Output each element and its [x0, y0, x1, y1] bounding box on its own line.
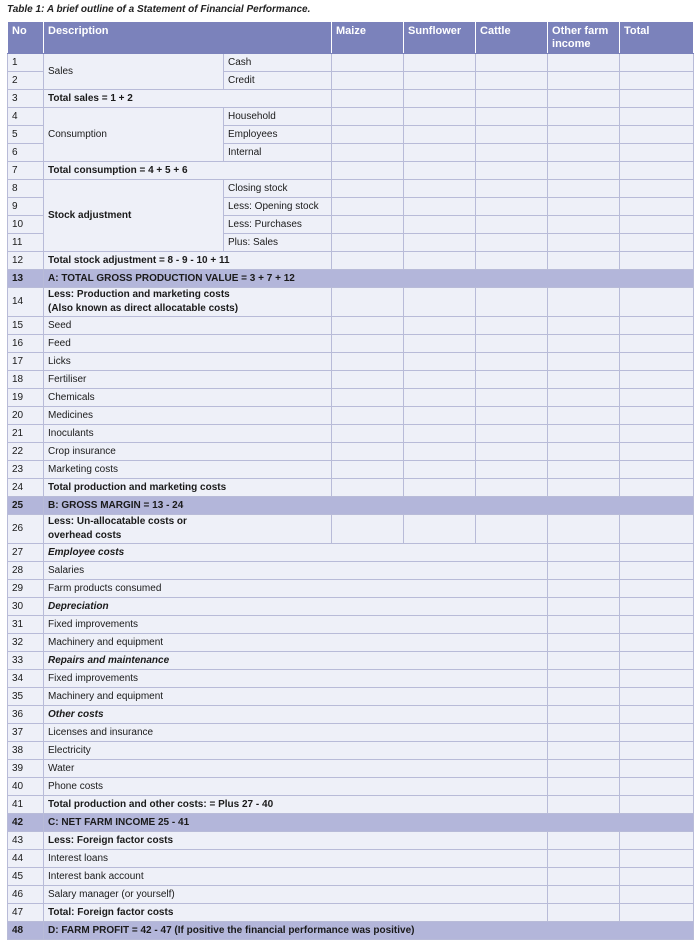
- row-label: Salaries: [44, 562, 548, 580]
- row-number: 2: [8, 72, 44, 90]
- table-row: [8, 461, 694, 479]
- row-number: 37: [8, 724, 44, 742]
- row-label: Interest bank account: [44, 868, 548, 886]
- row-label: Total production and other costs: = Plus 27 - 40: [44, 796, 548, 814]
- row-label: Inoculants: [44, 425, 332, 443]
- row-number: 31: [8, 616, 44, 634]
- row-number: 46: [8, 886, 44, 904]
- table-row: [8, 760, 694, 778]
- header-cattle: Cattle: [476, 22, 548, 54]
- row-label: Marketing costs: [44, 461, 332, 479]
- table-row: [8, 886, 694, 904]
- row-label: Less: Foreign factor costs: [44, 832, 548, 850]
- header-row: [8, 22, 694, 54]
- row-label: Licenses and insurance: [44, 724, 548, 742]
- header-maize: Maize: [332, 22, 404, 54]
- row-number: 13: [8, 270, 44, 288]
- row-number: 32: [8, 634, 44, 652]
- row-label: Phone costs: [44, 778, 548, 796]
- table-row: [8, 598, 694, 616]
- row-number: 21: [8, 425, 44, 443]
- table-row: [8, 443, 694, 461]
- row-label-line: Less: Production and marketing costs: [48, 289, 230, 300]
- row-label-line: Less: Un-allocatable costs or: [48, 516, 187, 527]
- row-label: C: NET FARM INCOME 25 - 41: [44, 814, 694, 832]
- sub-label: Less: Opening stock: [224, 198, 332, 216]
- group-label-consumption: Consumption: [44, 108, 224, 162]
- header-total: Total: [620, 22, 694, 54]
- row-label: Fertiliser: [44, 371, 332, 389]
- table-row: [8, 706, 694, 724]
- table-row: [8, 515, 694, 544]
- row-number: 12: [8, 252, 44, 270]
- table-row: [8, 180, 694, 198]
- table-row: [8, 850, 694, 868]
- row-number: 14: [8, 288, 44, 317]
- table-row: [8, 108, 694, 126]
- row-label: Feed: [44, 335, 332, 353]
- row-label: Fixed improvements: [44, 670, 548, 688]
- highlight-row: [8, 922, 694, 940]
- row-label: Salary manager (or yourself): [44, 886, 548, 904]
- table-row: [8, 742, 694, 760]
- row-label: B: GROSS MARGIN = 13 - 24: [44, 497, 694, 515]
- row-label: Total: Foreign factor costs: [44, 904, 548, 922]
- row-label: Medicines: [44, 407, 332, 425]
- sub-label: Closing stock: [224, 180, 332, 198]
- row-label: Machinery and equipment: [44, 688, 548, 706]
- table-row: [8, 544, 694, 562]
- table-row: [8, 479, 694, 497]
- row-number: 16: [8, 335, 44, 353]
- table-row: [8, 832, 694, 850]
- sub-label: Employees: [224, 126, 332, 144]
- sub-label: Credit: [224, 72, 332, 90]
- row-label: Employee costs: [44, 544, 548, 562]
- row-label-line: overhead costs: [48, 530, 122, 541]
- row-number: 45: [8, 868, 44, 886]
- row-number: 6: [8, 144, 44, 162]
- table-row: [8, 868, 694, 886]
- table-row: [8, 688, 694, 706]
- row-label: Machinery and equipment: [44, 634, 548, 652]
- row-number: 35: [8, 688, 44, 706]
- row-label: Farm products consumed: [44, 580, 548, 598]
- table-row: [8, 904, 694, 922]
- row-number: 39: [8, 760, 44, 778]
- row-number: 3: [8, 90, 44, 108]
- sub-label: Cash: [224, 54, 332, 72]
- row-label: Licks: [44, 353, 332, 371]
- table-row: [8, 724, 694, 742]
- row-number: 5: [8, 126, 44, 144]
- row-number: 44: [8, 850, 44, 868]
- sub-label: Household: [224, 108, 332, 126]
- row-label: Total stock adjustment = 8 - 9 - 10 + 11: [44, 252, 332, 270]
- row-label-line: (Also known as direct allocatable costs): [48, 303, 239, 314]
- row-number: 8: [8, 180, 44, 198]
- row-label: Total production and marketing costs: [44, 479, 332, 497]
- row-label: Crop insurance: [44, 443, 332, 461]
- row-label: Total consumption = 4 + 5 + 6: [44, 162, 332, 180]
- table-row: [8, 317, 694, 335]
- row-number: 28: [8, 562, 44, 580]
- table-row: [8, 252, 694, 270]
- row-number: 4: [8, 108, 44, 126]
- table-row: [8, 796, 694, 814]
- header-description: Description: [44, 22, 332, 54]
- row-label: Repairs and maintenance: [44, 652, 548, 670]
- row-number: 43: [8, 832, 44, 850]
- row-label: Electricity: [44, 742, 548, 760]
- row-label: Other costs: [44, 706, 548, 724]
- row-label: [44, 288, 332, 317]
- row-number: 30: [8, 598, 44, 616]
- row-number: 15: [8, 317, 44, 335]
- row-number: 18: [8, 371, 44, 389]
- sub-label: Less: Purchases: [224, 216, 332, 234]
- row-number: 27: [8, 544, 44, 562]
- row-number: 9: [8, 198, 44, 216]
- highlight-row: [8, 497, 694, 515]
- table-row: [8, 353, 694, 371]
- row-number: 25: [8, 497, 44, 515]
- row-number: 20: [8, 407, 44, 425]
- row-number: 10: [8, 216, 44, 234]
- row-number: 42: [8, 814, 44, 832]
- row-label: D: FARM PROFIT = 42 - 47 (If positive the financial performance was positive): [44, 922, 694, 940]
- row-label: Fixed improvements: [44, 616, 548, 634]
- table-row: [8, 425, 694, 443]
- table-row: [8, 288, 694, 317]
- row-label: Chemicals: [44, 389, 332, 407]
- row-number: 24: [8, 479, 44, 497]
- header-sunflower: Sunflower: [404, 22, 476, 54]
- row-label: Interest loans: [44, 850, 548, 868]
- highlight-row: [8, 814, 694, 832]
- table-row: [8, 634, 694, 652]
- row-number: 1: [8, 54, 44, 72]
- row-label: A: TOTAL GROSS PRODUCTION VALUE = 3 + 7 + 12: [44, 270, 694, 288]
- highlight-row: [8, 270, 694, 288]
- table-row: [8, 389, 694, 407]
- row-number: 23: [8, 461, 44, 479]
- row-number: 29: [8, 580, 44, 598]
- row-number: 17: [8, 353, 44, 371]
- table-row: [8, 371, 694, 389]
- row-number: 48: [8, 922, 44, 940]
- row-label: Total sales = 1 + 2: [44, 90, 332, 108]
- group-label-sales: Sales: [44, 54, 224, 90]
- table-row: [8, 335, 694, 353]
- table-row: [8, 54, 694, 72]
- row-label: Seed: [44, 317, 332, 335]
- row-number: 26: [8, 515, 44, 544]
- table-row: [8, 778, 694, 796]
- header-other-farm-income: Other farm income: [548, 22, 620, 54]
- group-label-stock-adjustment: Stock adjustment: [44, 180, 224, 252]
- table-row: [8, 562, 694, 580]
- table-row: [8, 407, 694, 425]
- table-row: [8, 652, 694, 670]
- row-number: 11: [8, 234, 44, 252]
- table-row: [8, 670, 694, 688]
- table-row: [8, 616, 694, 634]
- row-number: 36: [8, 706, 44, 724]
- row-number: 47: [8, 904, 44, 922]
- row-label: [44, 515, 332, 544]
- row-number: 22: [8, 443, 44, 461]
- row-number: 41: [8, 796, 44, 814]
- table-row: [8, 580, 694, 598]
- row-label: Depreciation: [44, 598, 548, 616]
- financial-performance-table: [7, 21, 694, 940]
- row-number: 19: [8, 389, 44, 407]
- table-caption: Table 1: A brief outline of a Statement of Financial Performance.: [7, 4, 311, 15]
- header-no: No: [8, 22, 44, 54]
- table-row: [8, 90, 694, 108]
- row-label: Water: [44, 760, 548, 778]
- row-number: 7: [8, 162, 44, 180]
- sub-label: Plus: Sales: [224, 234, 332, 252]
- row-number: 38: [8, 742, 44, 760]
- row-number: 34: [8, 670, 44, 688]
- row-number: 40: [8, 778, 44, 796]
- table-row: [8, 162, 694, 180]
- row-number: 33: [8, 652, 44, 670]
- sub-label: Internal: [224, 144, 332, 162]
